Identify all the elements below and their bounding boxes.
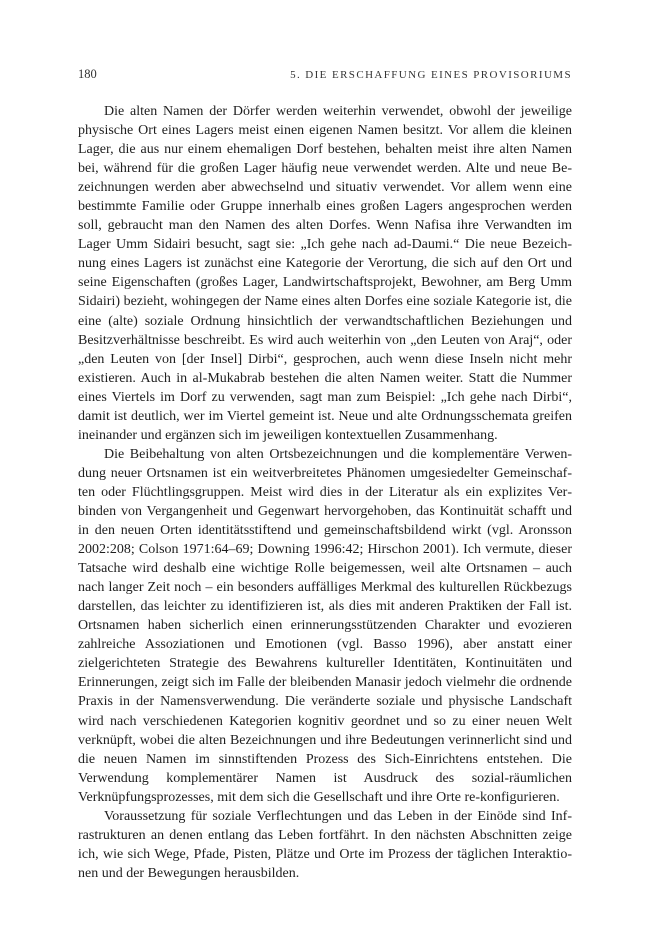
paragraph-1: Die alten Namen der Dörfer werden weiterhin verwendet, obwohl der jeweilige physische Ort eines Lagers meist einen eigenen Namen besitzt. Vor allem die kleinen Lager, die aus nur einem ehemaligen Dorf bestehen, behalten meist ihre alten Namen bei, während für die großen Lager häufig neue verwendet werden. Alte und neue Bezeichnungen werden aber abwechselnd und situativ verwendet. Vor allem wenn eine bestimmte Familie oder Gruppe innerhalb eines großen Lagers angesprochen werden soll, gebraucht man den Namen des alten Dorfes. Wenn Nafisa ihre Verwandten im Lager Umm Sidairi besucht, sagt sie: „Ich gehe nach ad-Daumi.“ Die neue Bezeichnung eines Lagers ist zunächst eine Kategorie der Verortung, die sich auf den Ort und seine Eigenschaften (großes Lager, Landwirtschaftsprojekt, Bewohner, am Berg Umm Sidairi) bezieht, wohingegen der Name eines alten Dorfes eine soziale Kategorie ist, die eine (alte) soziale Ordnung hinsichtlich der verwandtschaftlichen Beziehungen und Besitzverhältnisse beschreibt. Es wird auch weiterhin von „den Leuten von Araj“, oder „den Leuten von [der Insel] Dirbi“, gesprochen, auch wenn diese Inseln nicht mehr existieren. Auch in al-Mukabrab bestehen die alten Namen weiter. Statt die Nummer eines Viertels im Dorf zu verwenden, sagt man zum Beispiel: „Ich gehe nach Dirbi“, damit ist deutlich, wer im Viertel gemeint ist. Neue und alte Ordnungsschemata greifen ineinander und ergänzen sich im jeweiligen kontextuellen Zusammenhang. [78,104,572,443]
paragraph-3: Voraussetzung für soziale Verflechtungen und das Leben in der Einöde sind Infrastrukturen an denen entlang das Leben fortfährt. In den nächsten Abschnitten zeige ich, wie sich Wege, Pfade, Pisten, Plätze und Orte im Prozess der täglichen Interaktionen und der Bewegungen herausbilden. [78,808,572,881]
paragraph-2: Die Beibehaltung von alten Ortsbezeichnungen und die komplementäre Verwendung neuer Ortsnamen ist ein weitverbreitetes Phänomen umgesiedelter Gemeinschaften oder Flüchtlingsgruppen. Meist wird dies in der Literatur als ein explizites Verbinden von Vergangenheit und Gegenwart hervorgehoben, das Kontinuität schafft und in den neuen Orten identitätsstiftend und gemeinschaftsbildend wirkt (vgl. Aronsson 2002:208; Colson 1971:64–69; Downing 1996:42; Hirschon 2001). Ich vermute, dieser Tatsache wird deshalb eine wichtige Rolle beigemessen, weil alte Ortsnamen – auch nach langer Zeit noch – ein besonders auffälliges Merkmal des kulturellen Rückbezugs darstellen, das leichter zu identifizieren ist, als dies mit anderen Praktiken der Fall ist. Ortsnamen haben sicherlich einen erinnerungsstützenden Charakter und evozieren zahlreiche Assoziationen und Emotionen (vgl. Basso 1996), aber anstatt einer zielgerichteten Strategie des Bewahrens kultureller Identitäten, Kontinuitäten und Erinnerungen, zeigt sich im Falle der bleibenden Manasir jedoch vielmehr die ordnende Praxis in der Namensverwendung. Die veränderte soziale und physische Landschaft wird nach verschiedenen Kategorien kognitiv geordnet und so zu einer neuen Welt verknüpft, wobei die alten Bezeichnungen und ihre Bedeutungen verinnerlicht sind und die neuen Namen im sinnstiftenden Prozess des Sich-Einrichtens entstehen. Die Verwendung komplementärer Namen ist Ausdruck des sozial-räumlichen Verknüpfungsprozesses, mit dem sich die Gesellschaft und ihre Orte re-konfigurieren. [78,446,572,805]
running-head: 5. DIE ERSCHAFFUNG EINES PROVISORIUMS [290,69,572,81]
page-number: 180 [78,67,97,81]
page-header [78,67,572,82]
body-text [78,102,572,883]
